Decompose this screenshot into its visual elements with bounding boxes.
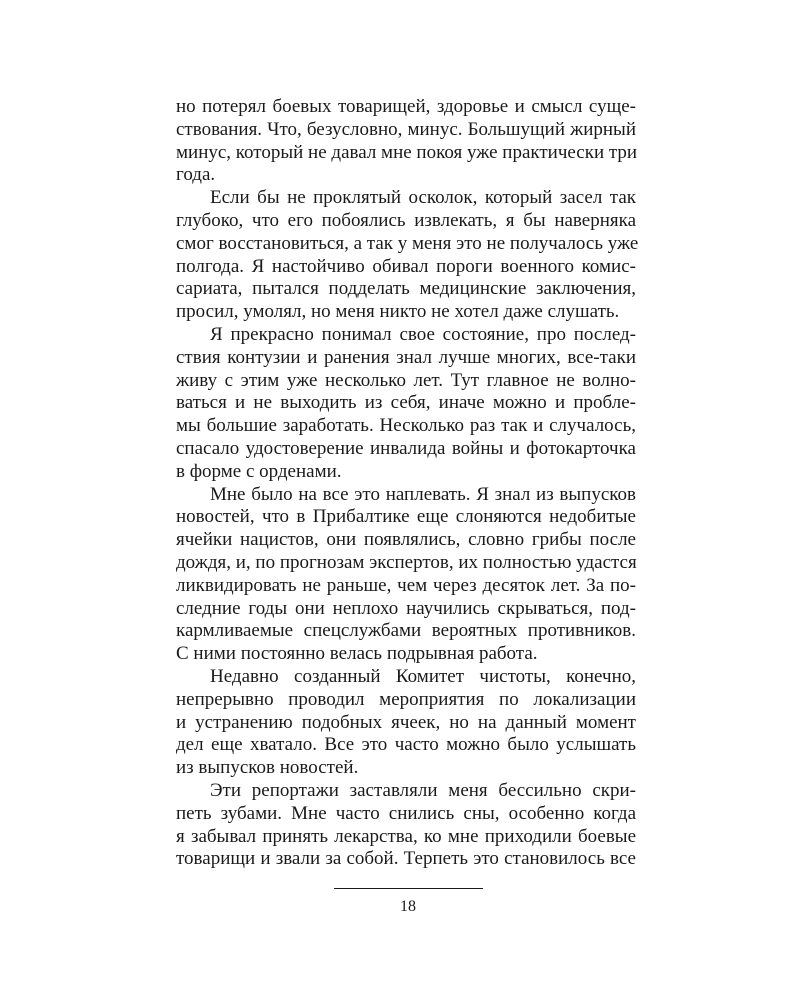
text-line: Я прекрасно понимал свое состояние, про послед- <box>210 323 636 345</box>
text-line: мы большие заработать. Несколько раз так и случалось, <box>176 415 636 437</box>
text-line: петь зубами. Мне часто снились сны, особенно когда <box>176 802 636 824</box>
text-line: спасало удостоверение инвалида войны и фотокарточка <box>176 437 636 459</box>
text-line: новостей, что в Прибалтике еще слоняются недобитые <box>176 506 636 528</box>
page-number: 18 <box>400 898 416 915</box>
paragraph <box>176 96 636 187</box>
text-line: года. <box>176 164 216 186</box>
text-line: просил, умолял, но меня никто не хотел даже слушать. <box>176 301 620 323</box>
paragraph <box>176 484 636 666</box>
footer-rule <box>334 888 483 889</box>
text-line: Если бы не проклятый осколок, который засел так <box>210 187 636 209</box>
text-line: ликвидировать не раньше, чем через десяток лет. За по- <box>176 574 636 596</box>
paragraph <box>176 324 636 484</box>
text-line: но потерял боевых товарищей, здоровье и смысл суще- <box>176 96 636 117</box>
text-line: кармливаемые спецслужбами вероятных противников. <box>176 620 636 642</box>
text-line: глубоко, что его побоялись извлекать, я бы наверняка <box>176 209 636 231</box>
text-line: непрерывно проводил мероприятия по локализации <box>176 688 636 710</box>
text-line: товарищи и звали за собой. Терпеть это становилось все <box>176 848 636 870</box>
text-line: в форме с орденами. <box>176 460 342 482</box>
text-line: следние годы они неплохо научились скрываться, под- <box>176 597 636 619</box>
text-line: сариата, пытался подделать медицинские заключения, <box>176 278 636 300</box>
paragraph <box>176 780 636 871</box>
text-line: живу с этим уже несколько лет. Тут главное не волно- <box>176 369 636 391</box>
text-line: ствия контузии и ранения знал лучше многих, все-таки <box>176 346 636 368</box>
text-line: дел еще хватало. Все это часто можно было услышать <box>176 734 636 756</box>
text-line: ваться и не выходить из себя, иначе можно и пробле- <box>176 392 636 414</box>
body-text <box>176 96 639 871</box>
text-line: полгода. Я настойчиво обивал пороги военного комис- <box>176 255 636 277</box>
text-line: смог восстановиться, а так у меня это не получалось уже <box>176 232 639 254</box>
text-line: Эти репортажи заставляли меня бессильно скри- <box>210 779 636 801</box>
text-line: я забывал принять лекарства, ко мне приходили боевые <box>176 825 636 847</box>
text-line: дождя, и, по прогнозам экспертов, их полностью удастся <box>176 551 637 573</box>
text-line: и устранению подобных ячеек, но на данный момент <box>176 711 636 733</box>
text-line: Недавно созданный Комитет чистоты, конечно, <box>210 665 636 687</box>
text-line: ячейки нацистов, они появлялись, словно грибы после <box>176 529 636 551</box>
text-line: из выпусков новостей. <box>176 757 359 779</box>
text-line: ствования. Что, безусловно, минус. Большущий жирный <box>176 118 636 140</box>
text-line: минус, который не давал мне покоя уже практически три <box>176 141 638 163</box>
paragraph <box>176 187 639 324</box>
text-line: Мне было на все это наплевать. Я знал из выпусков <box>210 483 636 505</box>
paragraph <box>176 666 636 780</box>
text-line: С ними постоянно велась подрывная работа. <box>176 643 538 665</box>
